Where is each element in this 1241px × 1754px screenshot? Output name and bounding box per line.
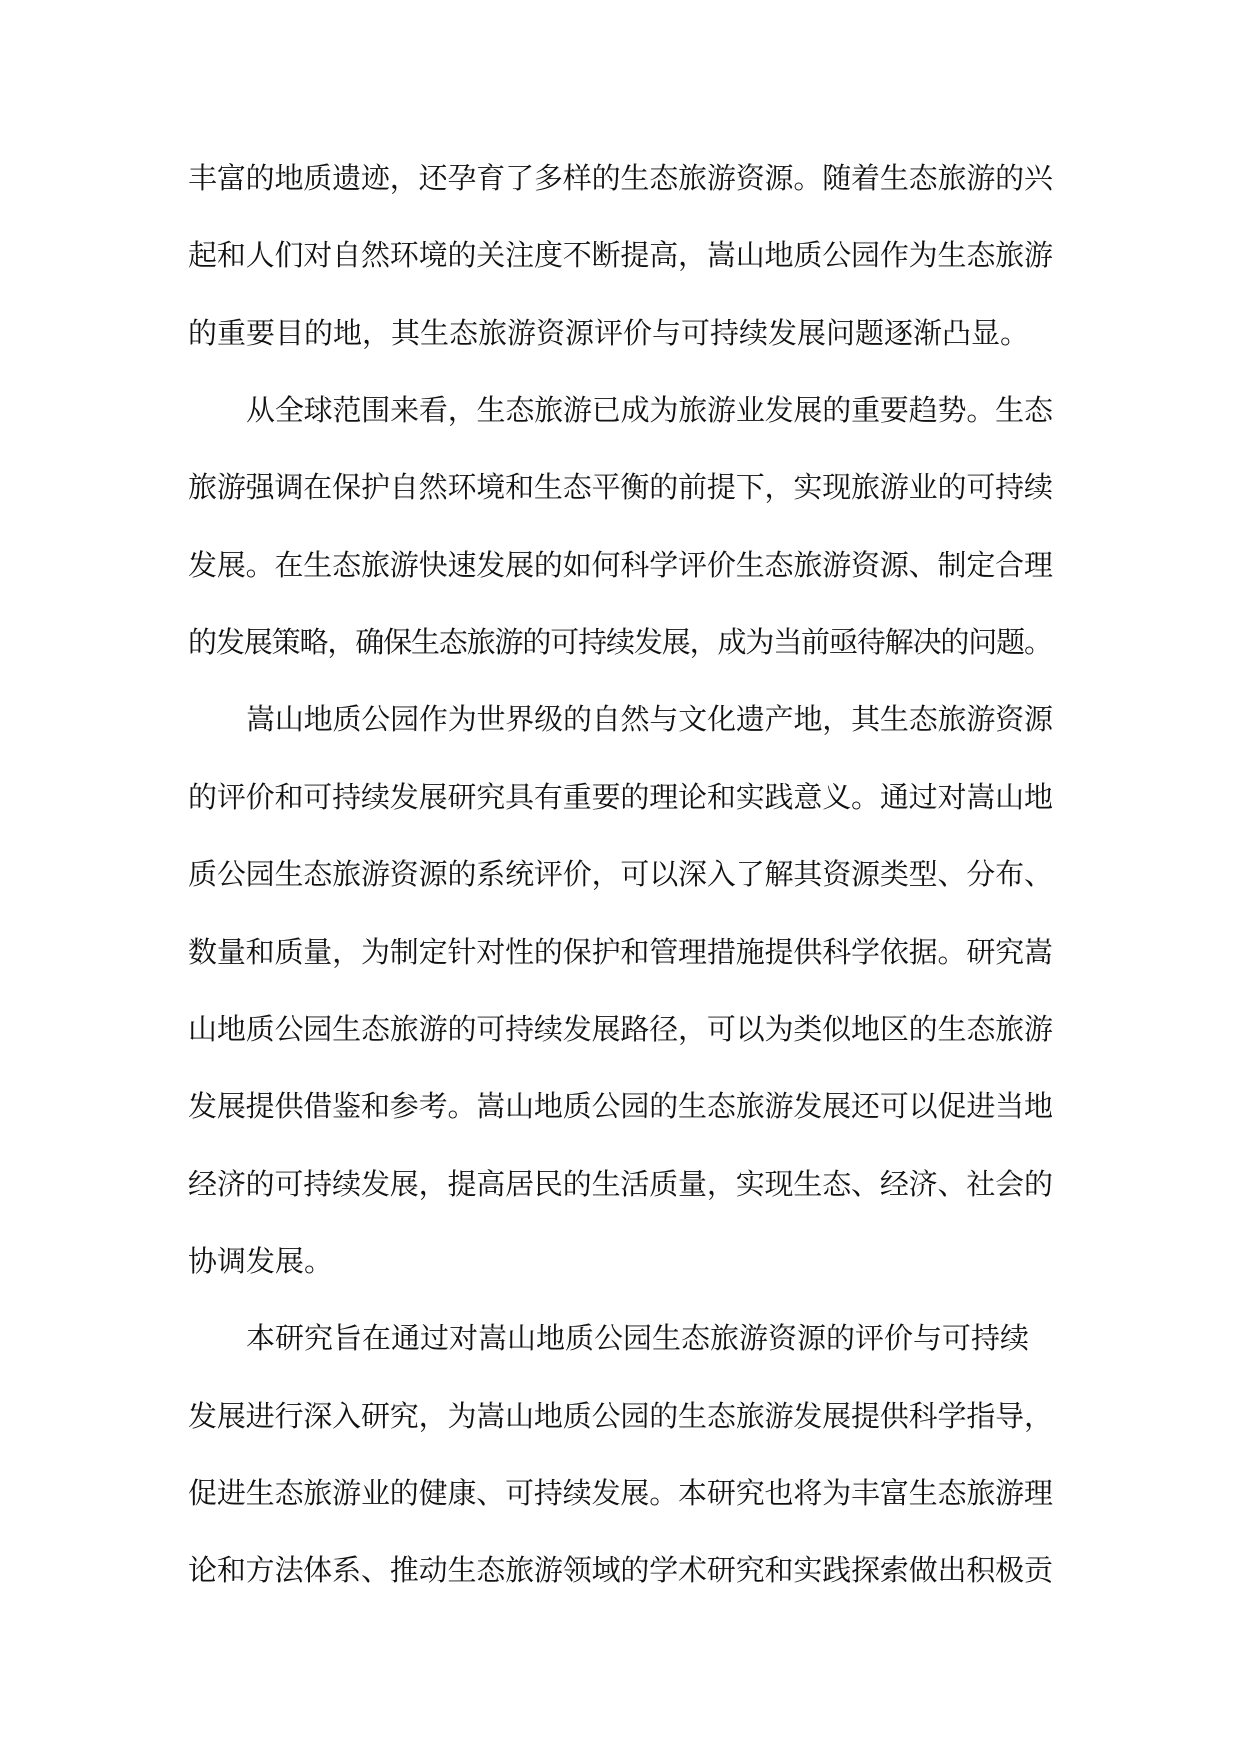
body-text-line: 协调发展。 (188, 1243, 334, 1278)
body-text-line: 发展。在生态旅游快速发展的如何科学评价生态旅游资源、制定合理 (188, 547, 1053, 582)
paragraph-first-line: 本研究旨在通过对嵩山地质公园生态旅游资源的评价与可持续 (246, 1321, 1030, 1356)
body-text-line: 数量和质量，为制定针对性的保护和管理措施提供科学依据。研究嵩 (188, 934, 1053, 969)
body-text-line: 经济的可持续发展，提高居民的生活质量，实现生态、经济、社会的 (188, 1166, 1053, 1201)
body-text-line: 起和人们对自然环境的关注度不断提高，嵩山地质公园作为生态旅游 (188, 238, 1053, 273)
body-text-line: 的重要目的地，其生态旅游资源评价与可持续发展问题逐渐凸显。 (188, 315, 1030, 350)
paragraph-first-line: 嵩山地质公园作为世界级的自然与文化遗产地，其生态旅游资源 (246, 702, 1053, 737)
body-text-line: 山地质公园生态旅游的可持续发展路径，可以为类似地区的生态旅游 (188, 1011, 1053, 1046)
body-text-line: 的发展策略，确保生态旅游的可持续发展，成为当前亟待解决的问题。 (188, 625, 1052, 660)
body-text-line: 旅游强调在保护自然环境和生态平衡的前提下，实现旅游业的可持续 (188, 470, 1053, 505)
body-text-line: 发展提供借鉴和参考。嵩山地质公园的生态旅游发展还可以促进当地 (188, 1089, 1053, 1124)
body-text-line: 论和方法体系、推动生态旅游领域的学术研究和实践探索做出积极贡 (188, 1553, 1053, 1588)
body-text-line: 丰富的地质遗迹，还孕育了多样的生态旅游资源。随着生态旅游的兴 (188, 161, 1053, 195)
body-text-line: 发展进行深入研究，为嵩山地质公园的生态旅游发展提供科学指导， (188, 1398, 1053, 1433)
body-text-line: 的评价和可持续发展研究具有重要的理论和实践意义。通过对嵩山地 (188, 779, 1053, 814)
paragraph-first-line: 从全球范围来看，生态旅游已成为旅游业发展的重要趋势。生态 (246, 393, 1053, 428)
body-text-line: 质公园生态旅游资源的系统评价，可以深入了解其资源类型、分布、 (188, 857, 1053, 892)
body-text-line: 促进生态旅游业的健康、可持续发展。本研究也将为丰富生态旅游理 (188, 1475, 1053, 1510)
